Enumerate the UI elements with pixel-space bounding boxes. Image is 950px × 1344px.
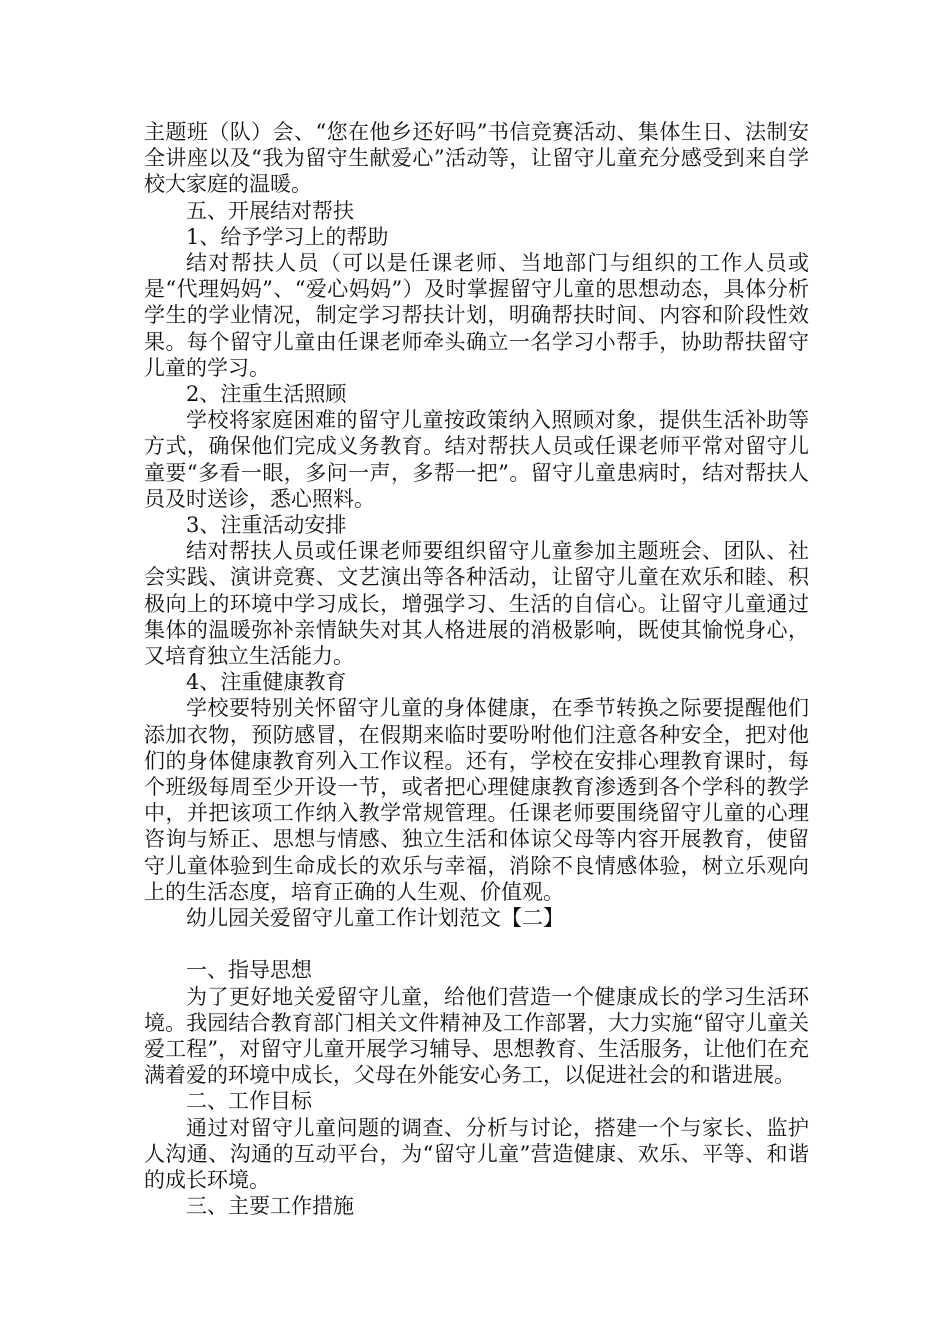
subsection-heading: 2、注重生活照顾 (186, 382, 347, 407)
subsection-heading: 3、注重活动安排 (186, 513, 347, 538)
paragraph: 学校将家庭困难的留守儿童按政策纳入照顾对象，提供生活补助等方式，确保他们完成义务教育。结对帮扶人员或任课老师平常对留守儿童要“多看一眼，多问一声，多帮一把”。留守儿童患病时，结对帮扶人员及时送诊，悉心照料。 (144, 408, 809, 511)
blank-line (144, 931, 809, 957)
subsection-heading: 4、注重健康教育 (186, 670, 347, 695)
document-subtitle: 幼儿园关爱留守儿童工作计划范文【二】 (186, 906, 564, 931)
paragraph: 为了更好地关爱留守儿童，给他们营造一个健康成长的学习生活环境。我园结合教育部门相关文件精神及工作部署，大力实施“留守儿童关爱工程”，对留守儿童开展学习辅导、思想教育、生活服务，让他们在充满着爱的环境中成长，父母在外能安心务工，以促进社会的和谐进展。 (144, 984, 809, 1088)
paragraph: 通过对留守儿童问题的调查、分析与讨论，搭建一个与家长、监护人沟通、沟通的互动平台，为“留守儿童”营造健康、欢乐、平等、和谐的成长环境。 (144, 1115, 809, 1192)
section-heading: 二、工作目标 (186, 1089, 312, 1114)
paragraph: 结对帮扶人员（可以是任课老师、当地部门与组织的工作人员或是“代理妈妈”、“爱心妈妈”）及时掌握留守儿童的思想动态，具体分析学生的学业情况，制定学习帮扶计划，明确帮扶时间、内容和阶段性效果。每个留守儿童由任课老师牵头确立一名学习小帮手，协助帮扶留守儿童的学习。 (144, 251, 809, 380)
paragraph: 学校要特别关怀留守儿童的身体健康，在季节转换之际要提醒他们添加衣物，预防感冒，在假期来临时要吩咐他们注意各种安全，把对他们的身体健康教育列入工作议程。还有，学校在安排心理教育课时，每个班级每周至少开设一节，或者把心理健康教育渗透到各个学科的教学中，并把该项工作纳入教学常规管理。任课老师要围绕留守儿童的心理咨询与矫正、思想与情感、独立生活和体谅父母等内容开展教育，使留守儿童体验到生命成长的欢乐与幸福，消除不良情感体验，树立乐观向上的生活态度，培育正确的人生观、价值观。 (144, 696, 809, 904)
paragraph: 结对帮扶人员或任课老师要组织留守儿童参加主题班会、团队、社会实践、演讲竞赛、文艺演出等各种活动，让留守儿童在欢乐和睦、积极向上的环境中学习成长，增强学习、生活的自信心。让留守儿童通过集体的温暖弥补亲情缺失对其人格进展的消极影响，既使其愉悦身心，又培育独立生活能力。 (144, 539, 809, 669)
subsection-heading: 1、给予学习上的帮助 (186, 224, 389, 249)
section-heading: 五、开展结对帮扶 (186, 198, 354, 223)
document-page (144, 119, 809, 1219)
section-heading: 一、指导思想 (186, 958, 312, 983)
section-heading: 三、主要工作措施 (186, 1194, 354, 1219)
paragraph: 主题班（队）会、“您在他乡还好吗”书信竞赛活动、集体生日、法制安全讲座以及“我为留守生献爱心”活动等，让留守儿童充分感受到来自学校大家庭的温暖。 (144, 120, 809, 197)
